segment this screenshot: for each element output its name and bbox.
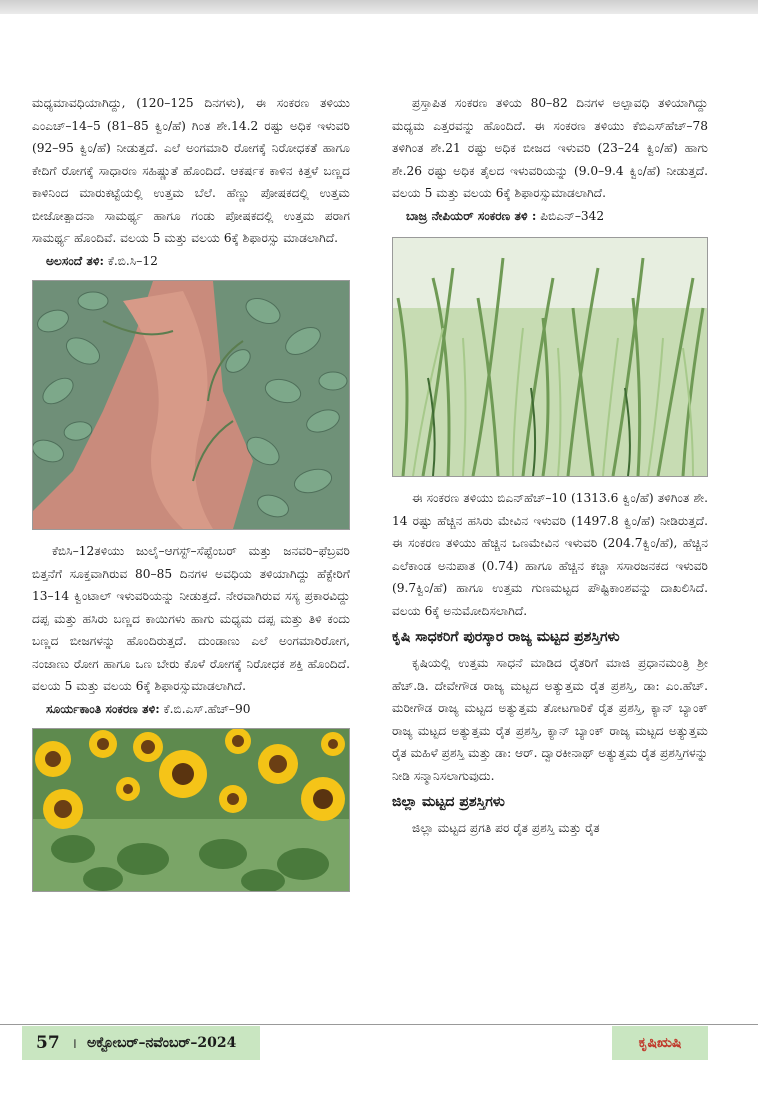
viewer-top-bar <box>0 0 758 14</box>
napier-variety-heading <box>392 205 708 228</box>
sunflower-variety-heading <box>32 698 350 721</box>
left-paragraph-1: ಮಧ್ಯಮಾವಧಿಯಾಗಿದ್ದು, (120–125 ದಿನಗಳು), ಈ ಸಂಕರಣ ತಳಿಯು ಎಂಎಚ್‌–14–5 (81–85 ಕ್ವಿಂ/ಹೆ) ಗಿಂತ ಶೇ.14.2 ರಷ್ಟು ಅಧಿಕ ಇಳುವರಿ (92–95 ಕ್ವಿಂ/ಹೆ) ನೀಡುತ್ತದೆ. ಎಲೆ ಅಂಗಮಾರಿ ರೋಗಕ್ಕೆ ನಿರೋಧಕತೆ ಹಾಗೂ ಕೇದಿಗೆ ರೋಗಕ್ಕೆ ಸಾಧಾರಣ ಸಹಿಷ್ಣುತೆ ಹೊಂದಿದೆ. ಆಕರ್ಷಕ ಕಾಳಿನ ಕಿತ್ತಳೆ ಬಣ್ಣದ ಕಾಳಿನಿಂದ ಮಾರುಕಟ್ಟೆಯಲ್ಲಿ ಉತ್ತಮ ಬೆಲೆ. ಹೆಣ್ಣು ಪೋಷಕದಲ್ಲಿ ಉತ್ತಮ ಬೀಜೋತ್ಪಾದನಾ ಸಾಮರ್ಥ್ಯ ಹಾಗೂ ಗಂಡು ಪೋಷಕದಲ್ಲಿ ಉತ್ತಮ ಪರಾಗ ಸಾಮರ್ಥ್ಯ ಹೊಂದಿವೆ. ವಲಯ 5 ಮತ್ತು ವಲಯ 6ಕ್ಕೆ ಶಿಫಾರಸ್ಸು ಮಾಡಲಾಗಿದೆ. <box>32 96 350 245</box>
issue-date: ಅಕ್ಟೋಬರ್–ನವೆಂಬರ್–2024 <box>86 1035 237 1051</box>
napier-variety-label: ಬಾಜ್ರ ನೇಪಿಯರ್ ಸಂಕರಣ ತಳಿ : <box>406 208 537 223</box>
right-paragraph-3: ಕೃಷಿಯಲ್ಲಿ ಉತ್ತಮ ಸಾಧನೆ ಮಾಡಿದ ರೈತರಿಗೆ ಮಾಜಿ ಪ್ರಧಾನಮಂತ್ರಿ ಶ್ರೀ ಹೆಚ್.ಡಿ. ದೇವೇಗೌಡ ರಾಜ್ಯ ಮಟ್ಟದ ಅತ್ಯುತ್ತಮ ರೈತ ಪ್ರಶಸ್ತಿ, ಡಾ: ಎಂ.ಹೆಚ್. ಮರೀಗೌಡ ರಾಜ್ಯ ಮಟ್ಟದ ಅತ್ಯುತ್ತಮ ತೋಟಗಾರಿಕೆ ರೈತ ಪ್ರಶಸ್ತಿ, ಕ್ಯಾನ್ ಬ್ಯಾಂಕ್ ರಾಜ್ಯ ಮಟ್ಟದ ಅತ್ಯುತ್ತಮ ರೈತ ಪ್ರಶಸ್ತಿ, ಕ್ಯಾನ್ ಬ್ಯಾಂಕ್ ರಾಜ್ಯ ಮಟ್ಟದ ಅತ್ಯುತ್ತಮ ರೈತ ಮಹಿಳೆ ಪ್ರಶಸ್ತಿ ಮತ್ತು ಡಾ: ಆರ್. ದ್ವಾರಕೀನಾಥ್ ಅತ್ಯುತ್ತಮ ರೈತ ಪ್ರಶಸ್ತಿಗಳನ್ನು ನೀಡಿ ಸನ್ಮಾನಿಸಲಾಗುವುದು. <box>392 656 708 783</box>
left-column <box>32 92 350 892</box>
right-column <box>392 92 708 840</box>
napier-grass-photo <box>392 237 708 477</box>
magazine-logo-text: ಕೃಷಿಋಷಿ <box>638 1035 682 1051</box>
sunflower-field-photo <box>32 728 350 892</box>
footer-separator: । <box>71 1035 77 1052</box>
right-paragraph-2: ಈ ಸಂಕರಣ ತಳಿಯು ಬಿಎನ್‌ಹೆಚ್–10 (1313.6 ಕ್ವಿಂ/ಹೆ) ತಳಿಗಿಂತ ಶೇ. 14 ರಷ್ಟು ಹೆಚ್ಚಿನ ಹಸಿರು ಮೇವಿನ ಇಳುವರಿ (1497.8 ಕ್ವಿಂ/ಹೆ) ನೀಡಿರುತ್ತದೆ. ಈ ಸಂಕರಣ ತಳಿಯು ಹೆಚ್ಚಿನ ಒಣಮೇವಿನ ಇಳುವರಿ (204.7ಕ್ವಿಂ/ಹೆ), ಹೆಚ್ಚಿನ ಎಲೆಕಾಂಡ ಅನುಪಾತ (0.74) ಹಾಗೂ ಹೆಚ್ಚಿನ ಕಚ್ಚಾ ಸಸಾರಜನಕದ ಇಳುವರಿ (9.7ಕ್ವಿಂ/ಹೆ) ಹಾಗೂ ಉತ್ತಮ ಗುಣಮಟ್ಟದ ಪೌಷ್ಟಿಕಾಂಶವನ್ನು ದಾಖಲಿಸಿದೆ. ವಲಯ 6ಕ್ಕೆ ಅನುಮೋದಿಸಲಾಗಿದೆ. <box>392 491 708 618</box>
district-awards-heading: ಜಿಲ್ಲಾ ಮಟ್ಟದ ಪ್ರಶಸ್ತಿಗಳು <box>392 794 505 810</box>
page-number: 57 <box>36 1033 60 1053</box>
cowpea-variety-heading <box>32 250 350 273</box>
cowpea-variety-value: ಕೆ.ಬಿ.ಸಿ–12 <box>104 253 158 268</box>
cowpea-variety-label: ಅಲಸಂದೆ ತಳಿ: <box>46 253 105 268</box>
left-paragraph-2: ಕೆಬಿಸಿ–12ತಳಿಯು ಜುಲೈ–ಆಗಸ್ಟ್–ಸೆಪ್ಟೆಂಬರ್ ಮತ್ತು ಜನವರಿ–ಫೆಬ್ರವರಿ ಬಿತ್ತನೆಗೆ ಸೂಕ್ತವಾಗಿರುವ 80–85 ದಿನಗಳ ಅವಧಿಯ ತಳಿಯಾಗಿದ್ದು ಹೆಕ್ಟೇರಿಗೆ 13–14 ಕ್ವಿಂಟಾಲ್ ಇಳುವರಿಯನ್ನು ನೀಡುತ್ತದೆ. ನೇರವಾಗಿರುವ ಸಸ್ಯ ಪ್ರಕಾರವಿದ್ದು ದಪ್ಪ ಮತ್ತು ಹಸಿರು ಬಣ್ಣದ ಕಾಯಿಗಳು ಹಾಗು ಮಧ್ಯಮ ದಪ್ಪ ಮತ್ತು ತಿಳಿ ಕಂದು ಬಣ್ಣದ ಬೀಜಗಳನ್ನು ಹೊಂದಿರುತ್ತದೆ. ದುಂಡಾಣು ಎಲೆ ಅಂಗಮಾರಿರೋಗ, ನಂಜಾಣು ರೋಗ ಹಾಗೂ ಒಣ ಬೇರು ಕೊಳೆ ರೋಗಕ್ಕೆ ನಿರೋಧಕ ಶಕ್ತಿ ಹೊಂದಿದೆ. ವಲಯ 5 ಮತ್ತು ವಲಯ 6ಕ್ಕೆ ಶಿಫಾರಸ್ಸುಮಾಡಲಾಗಿದೆ. <box>32 544 350 693</box>
footer-issue-box <box>22 1026 260 1060</box>
right-paragraph-4: ಜಿಲ್ಲಾ ಮಟ್ಟದ ಪ್ರಗತಿ ಪರ ರೈತ ಪ್ರಶಸ್ತಿ ಮತ್ತು ರೈತ <box>412 821 600 835</box>
cowpea-field-photo <box>32 280 350 530</box>
state-awards-heading: ಕೃಷಿ ಸಾಧಕರಿಗೆ ಪುರಸ್ಕಾರ ರಾಜ್ಯ ಮಟ್ಟದ ಪ್ರಶಸ್ತಿಗಳು <box>392 629 620 645</box>
right-paragraph-1: ಪ್ರಸ್ತಾಪಿತ ಸಂಕರಣ ತಳಿಯ 80–82 ದಿನಗಳ ಅಲ್ಪಾವಧಿ ತಳಿಯಾಗಿದ್ದು ಮಧ್ಯಮ ಎತ್ತರವನ್ನು ಹೊಂದಿದೆ. ಈ ಸಂಕರಣ ತಳಿಯು ಕೆಬಿಎಸ್‌ಹೆಚ್–78 ತಳಿಗಿಂತ ಶೇ.21 ರಷ್ಟು ಅಧಿಕ ಬೀಜದ ಇಳುವರಿ (23–24 ಕ್ವಿಂ/ಹೆ) ಹಾಗು ಶೇ.26 ರಷ್ಟು ಅಧಿಕ ತೈಲದ ಇಳುವರಿಯನ್ನು (9.0–9.4 ಕ್ವಿಂ/ಹೆ) ನೀಡುತ್ತದೆ. ವಲಯ 5 ಮತ್ತು ವಲಯ 6ಕ್ಕೆ ಶಿಫಾರಸ್ಸುಮಾಡಲಾಗಿದೆ. <box>392 96 708 200</box>
magazine-logo <box>612 1026 708 1060</box>
footer-rule <box>0 1024 758 1025</box>
sunflower-variety-label: ಸೂರ್ಯಕಾಂತಿ ಸಂಕರಣ ತಳಿ: <box>46 701 160 716</box>
sunflower-variety-value: ಕೆ.ಬಿ.ಎಸ್.ಹೆಚ್–90 <box>159 701 251 716</box>
napier-variety-value: ಪಿಬಿಎನ್–342 <box>536 208 605 223</box>
